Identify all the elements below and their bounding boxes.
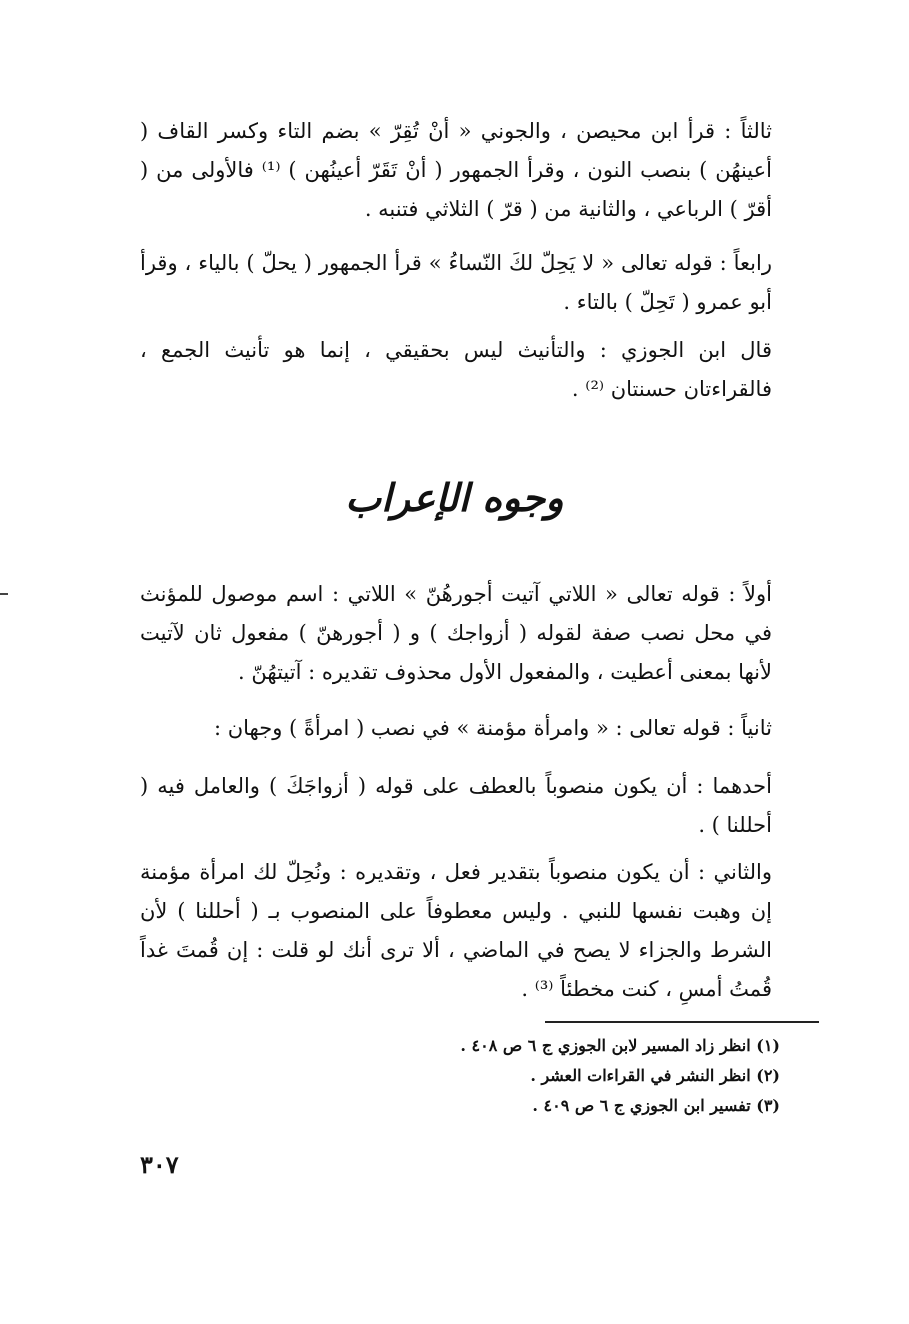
footnote-item: (٢) انظر النشر في القراءات العشر . [530, 1066, 780, 1085]
paragraph-text: ثالثاً : قرأ ابن محيصن ، والجوني « أنْ تُقِرّ » بضم التاء وكسر القاف ( أعينهُن ) بنصب النون ، وقرأ الجمهور ( أنْ تَقَرّ أعينُهن ) ⁽¹⁾ فالأولى من ( أقرّ ) الرباعي ، والثانية من ( قرّ ) الثلاثي فتنبه . [140, 119, 772, 221]
paragraph-second-parsing [140, 709, 772, 748]
footnote-item: (١) انظر زاد المسير لابن الجوزي ج ٦ ص ٤٠٨ . [460, 1036, 780, 1055]
paragraph-text: أحدهما : أن يكون منصوباً بالعطف على قوله ( أزواجَكَ ) والعامل فيه ( أحللنا ) . [140, 774, 772, 837]
paragraph-text: ثانياً : قوله تعالى : « وامرأة مؤمنة » في نصب ( امرأةً ) وجهان : [213, 716, 772, 740]
margin-mark [0, 593, 8, 595]
paragraph-first-parsing [140, 575, 772, 692]
footnote-divider [545, 1021, 819, 1023]
paragraph-text: رابعاً : قوله تعالى « لا يَحِلّ لكَ النّساءُ » قرأ الجمهور ( يحلّ ) بالياء ، وقرأ أبو عمرو ( تَحِلّ ) بالتاء . [140, 251, 772, 314]
page-number: ٣٠٧ [140, 1150, 179, 1179]
paragraph-first-aspect [140, 767, 772, 845]
footnotes [380, 1031, 780, 1121]
paragraph-fourth-reading [140, 244, 772, 322]
paragraph-ibn-jawzi-quote [140, 331, 772, 409]
paragraph-text: أولاً : قوله تعالى « اللاتي آتيت أجورهُنّ » اللاتي : اسم موصول للمؤنث في محل نصب صفة لقوله ( أزواجك ) و ( أجورهنّ ) مفعول ثان لآتيت لأنها بمعنى أعطيت ، والمفعول الأول محذوف تقديره : آتيتهُنّ . [140, 582, 772, 684]
section-heading: وجوه الإعراب [345, 475, 564, 520]
paragraph-second-aspect [140, 853, 772, 1009]
paragraph-text: قال ابن الجوزي : والتأنيث ليس بحقيقي ، إنما هو تأنيث الجمع ، فالقراءتان حسنتان ⁽²⁾ . [140, 338, 772, 401]
paragraph-third-reading [140, 112, 772, 229]
footnote-item: (٣) تفسير ابن الجوزي ج ٦ ص ٤٠٩ . [532, 1096, 780, 1115]
paragraph-text: والثاني : أن يكون منصوباً بتقدير فعل ، وتقديره : ونُحِلّ لك امرأة مؤمنة إن وهبت نفسها للنبي . وليس معطوفاً على المنصوب بـ ( أحللنا ) لأن الشرط والجزاء لا يصح في الماضي ، ألا ترى أنك لو قلت : إن قُمتَ غداً قُمتُ أمسِ ، كنت مخطئاً ⁽³⁾ . [140, 860, 772, 1001]
